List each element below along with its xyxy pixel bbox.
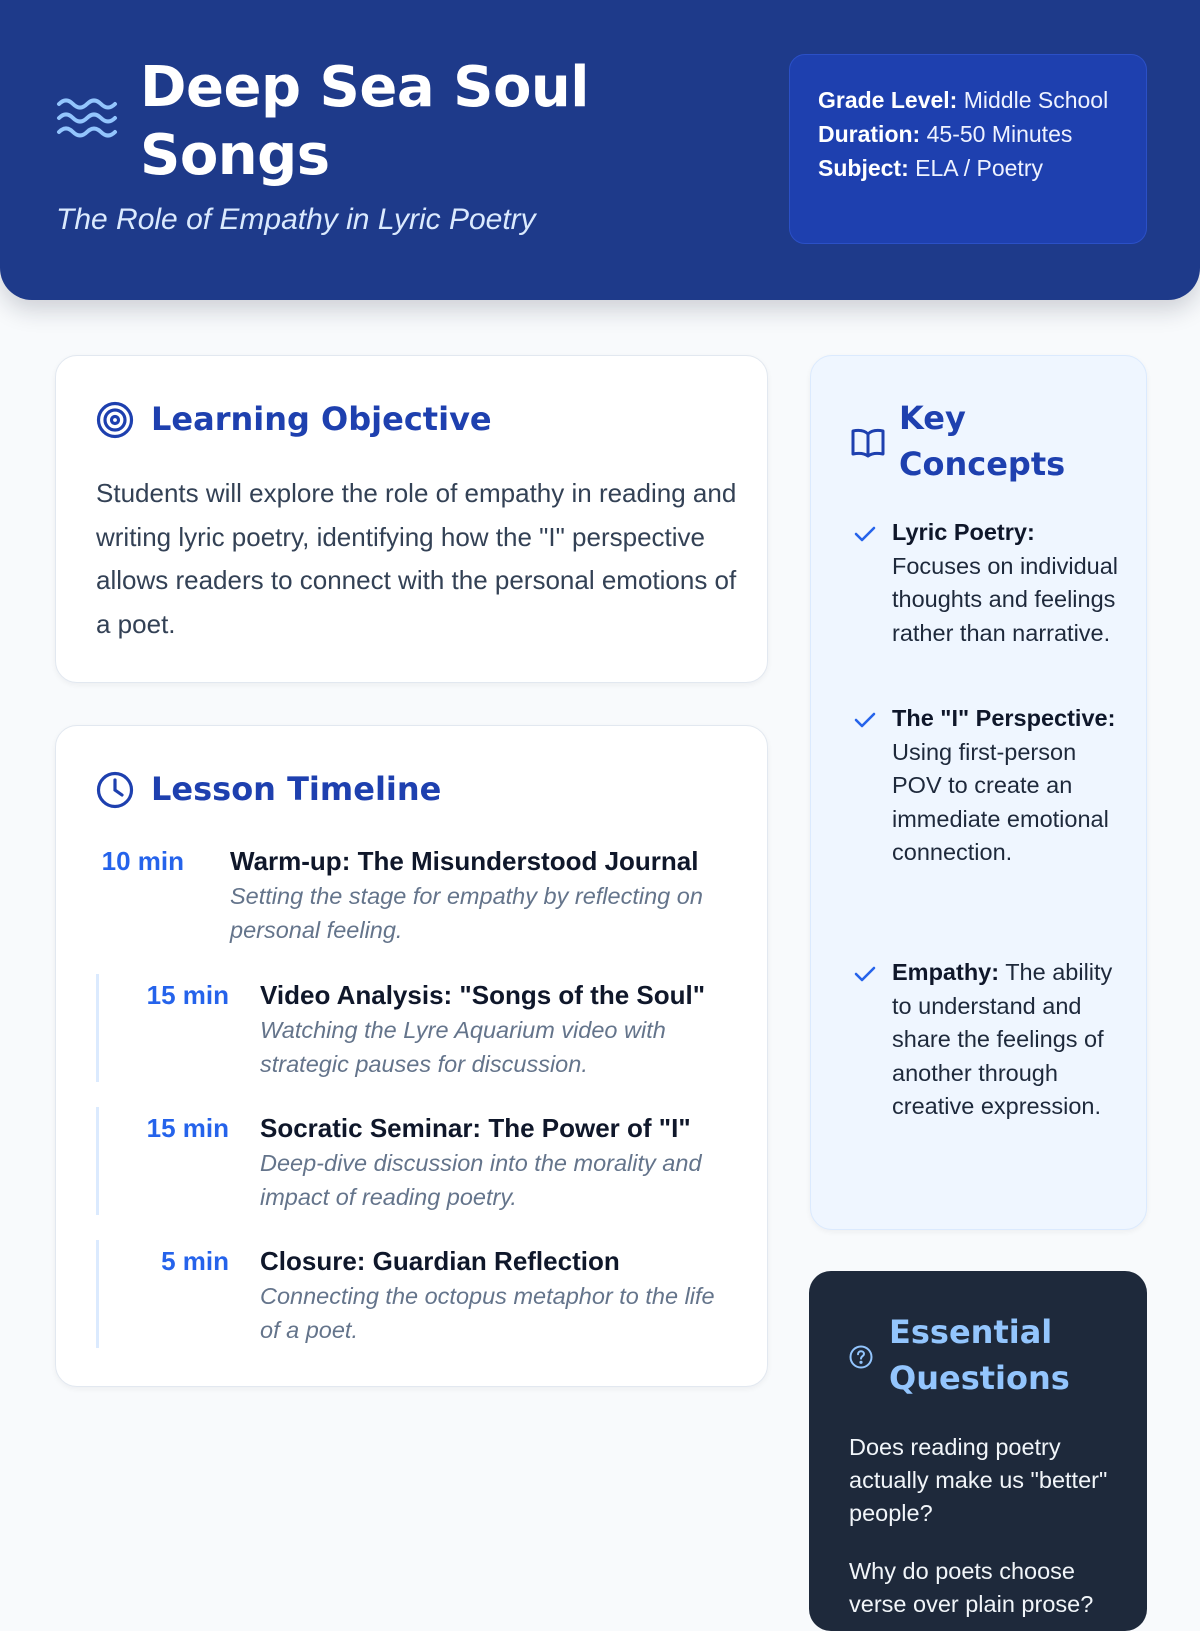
concept-definition: Focuses on individual thoughts and feelings rather than narrative.	[892, 552, 1118, 646]
timeline-item	[96, 844, 746, 944]
timeline-item-time: 15 min	[146, 980, 229, 1010]
timeline-item-time: 10 min	[101, 846, 184, 876]
concept-term: Lyric Poetry:	[892, 519, 1035, 545]
timeline-item-title: Video Analysis: "Songs of the Soul"	[260, 980, 706, 1010]
waves-icon	[56, 96, 118, 144]
learning-objective-text: Students will explore the role of empathy in reading and writing lyric poetry, identifying how the "I" perspective allows readers to connect with the personal emotions of a poet.	[96, 478, 737, 639]
timeline-item-time: 15 min	[146, 1113, 229, 1143]
concept-term: The "I" Perspective:	[892, 705, 1116, 731]
lesson-timeline-card	[55, 725, 768, 1387]
timeline-item-desc: Deep-dive discussion into the morality and impact of reading poetry.	[260, 1150, 702, 1210]
timeline-item-desc: Setting the stage for empathy by reflecting on personal feeling.	[230, 883, 703, 943]
key-concepts-card	[810, 355, 1147, 1230]
key-concepts-title-line1: Key	[899, 399, 966, 437]
timeline-item	[96, 1240, 746, 1348]
timeline-item-title: Socratic Seminar: The Power of "I"	[260, 1113, 691, 1143]
concept-item	[892, 956, 1122, 1124]
grade-level-row	[818, 83, 1118, 117]
concept-definition: The ability to understand and share the feelings of another through creative expression.	[892, 959, 1113, 1119]
timeline-item-title: Warm-up: The Misunderstood Journal	[230, 846, 699, 876]
learning-objective-title: Learning Objective	[151, 400, 492, 438]
concept-item	[892, 516, 1122, 650]
essential-questions-title	[889, 1309, 1070, 1401]
key-concepts-title-line2: Concepts	[899, 445, 1066, 483]
check-icon	[853, 522, 877, 546]
grade-level-value: Middle School	[963, 87, 1109, 113]
concept-term: Empathy:	[892, 959, 1000, 985]
timeline-item-desc: Watching the Lyre Aquarium video with strategic pauses for discussion.	[260, 1017, 666, 1077]
page-subtitle: The Role of Empathy in Lyric Poetry	[56, 203, 536, 236]
essential-questions-title-line1: Essential	[889, 1313, 1053, 1351]
learning-objective-card	[55, 355, 768, 683]
page-title: Deep Sea Soul Songs	[140, 55, 589, 188]
lesson-meta-card	[789, 54, 1147, 244]
question-circle-icon	[849, 1345, 873, 1369]
subject-value: ELA / Poetry	[915, 155, 1043, 181]
key-concepts-title	[899, 395, 1065, 487]
lesson-timeline-title: Lesson Timeline	[151, 770, 442, 808]
book-open-icon	[851, 427, 885, 459]
timeline-item	[96, 1107, 746, 1215]
subject-label: Subject:	[818, 155, 909, 181]
header-banner	[0, 0, 1200, 300]
timeline-item-time: 5 min	[161, 1246, 229, 1276]
check-icon	[853, 708, 877, 732]
timeline-connector	[96, 974, 99, 1082]
timeline-item	[96, 974, 746, 1082]
target-icon	[96, 401, 134, 439]
essential-question: Why do poets choose verse over plain prose?	[849, 1558, 1094, 1617]
duration-value: 45-50 Minutes	[926, 121, 1073, 147]
timeline-item-title: Closure: Guardian Reflection	[260, 1246, 620, 1276]
timeline-connector	[96, 1107, 99, 1215]
timeline-item-desc: Connecting the octopus metaphor to the life of a poet.	[260, 1283, 715, 1343]
concept-item	[892, 702, 1122, 870]
duration-label: Duration:	[818, 121, 921, 147]
essential-questions-card	[809, 1271, 1147, 1631]
check-icon	[853, 962, 877, 986]
clock-icon	[96, 771, 134, 809]
timeline-connector	[96, 1240, 99, 1348]
subject-row	[818, 151, 1118, 185]
grade-level-label: Grade Level:	[818, 87, 958, 113]
concept-definition: Using first-person POV to create an immediate emotional connection.	[892, 738, 1109, 865]
duration-row	[818, 117, 1118, 151]
essential-question: Does reading poetry actually make us "better" people?	[849, 1434, 1108, 1526]
essential-questions-title-line2: Questions	[889, 1359, 1070, 1397]
